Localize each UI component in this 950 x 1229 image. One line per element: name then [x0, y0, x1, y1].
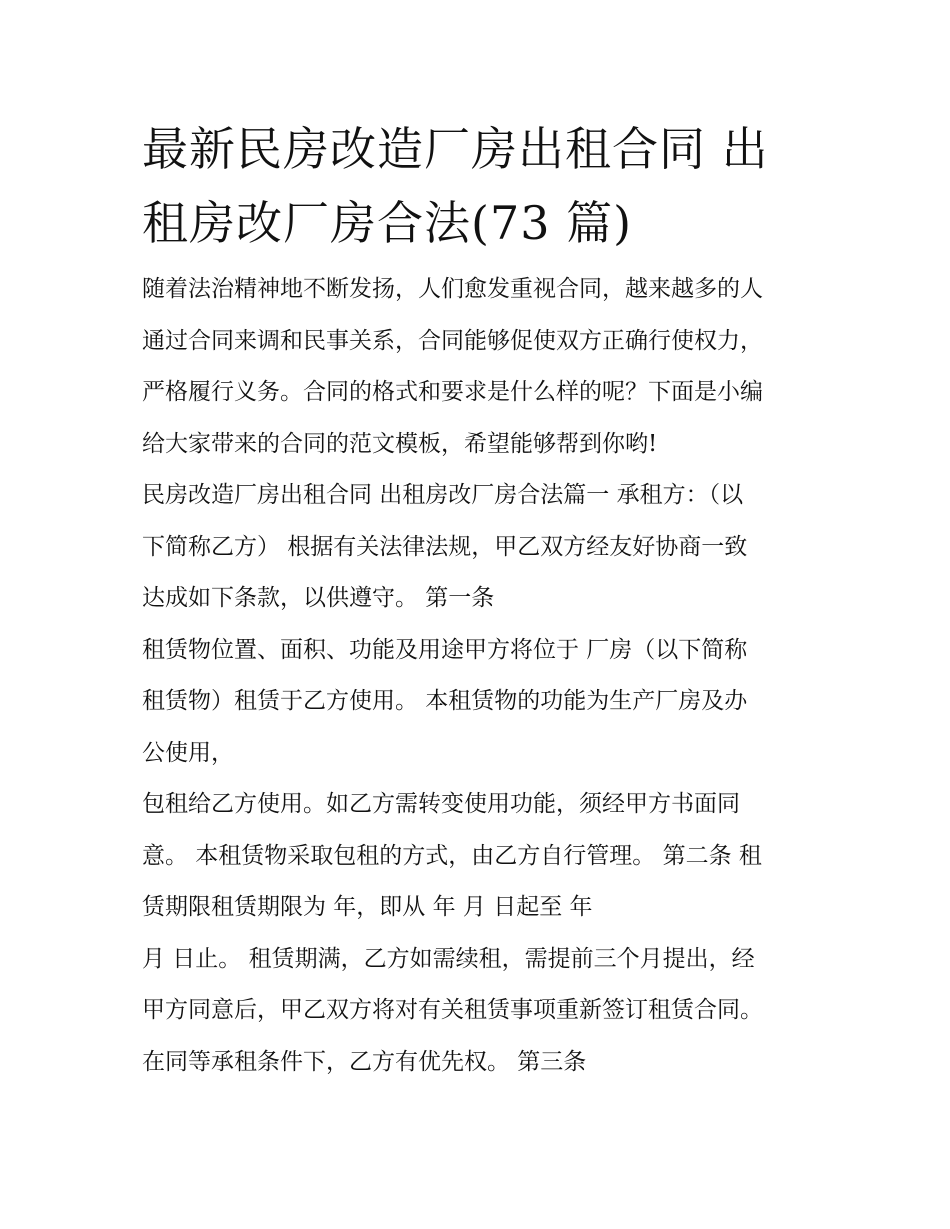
intro-paragraph — [142, 264, 822, 470]
text-line: 包租给乙方使用。如乙方需转变使用功能，须经甲方书面同 — [142, 791, 740, 817]
text-line: 达成如下条款，以供遵守。 第一条 — [142, 585, 495, 611]
article-one-paragraph — [142, 625, 822, 780]
lease-term-paragraph — [142, 934, 822, 1089]
usage-paragraph — [142, 779, 822, 934]
title-line: 最新民房改造厂房出租合同 出 — [142, 122, 769, 176]
text-line: 租赁物）租赁于乙方使用。 本租赁物的功能为生产厂房及办 — [142, 688, 748, 714]
title-line: 租房改厂房合法(73 篇) — [142, 196, 633, 250]
contract-parties-paragraph — [142, 470, 822, 625]
text-line: 随着法治精神地不断发扬，人们愈发重视合同，越来越多的人 — [142, 276, 763, 302]
text-line: 严格履行义务。合同的格式和要求是什么样的呢？下面是小编 — [142, 379, 763, 405]
text-line: 在同等承租条件下，乙方有优先权。 第三条 — [142, 1048, 587, 1075]
text-line: 意。 本租赁物采取包租的方式，由乙方自行管理。 第二条 租 — [142, 842, 762, 869]
text-line: 公使用， — [142, 739, 234, 766]
document-page — [142, 112, 822, 1088]
text-line: 租赁物位置、面积、功能及用途甲方将位于 厂房（以下简称 — [142, 636, 748, 663]
text-line: 民房改造厂房出租合同 出租房改厂房合法篇一 承租方：（以 — [142, 482, 744, 508]
text-line: 甲方同意后，甲乙双方将对有关租赁事项重新签订租赁合同。 — [142, 997, 763, 1023]
document-title — [142, 112, 822, 260]
text-line: 给大家带来的合同的范文模板，希望能够帮到你哟! — [142, 430, 658, 457]
text-line: 赁期限租赁期限为 年，即从 年 月 日起至 年 — [142, 894, 593, 920]
text-line: 下简称乙方） 根据有关法律法规，甲乙双方经友好协商一致 — [142, 533, 748, 560]
text-line: 通过合同来调和民事关系，合同能够促使双方正确行使权力， — [142, 327, 763, 354]
text-line: 月 日止。 租赁期满，乙方如需续租，需提前三个月提出，经 — [142, 945, 755, 972]
